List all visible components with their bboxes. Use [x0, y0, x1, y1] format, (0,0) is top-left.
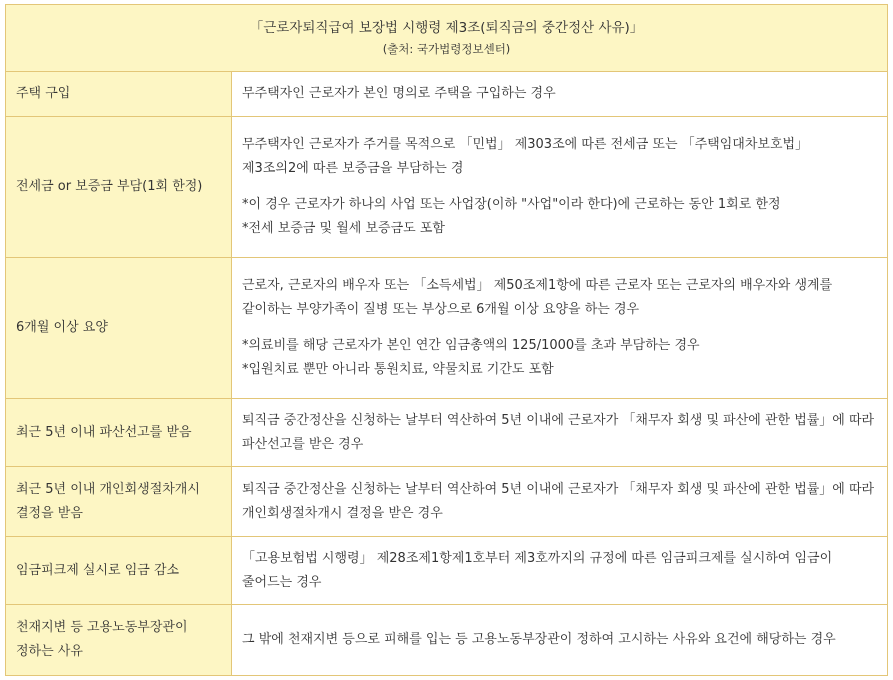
row-description-text: 「고용보험법 시행령」 제28조제1항제1호부터 제3호까지의 규정에 따른 임금피크제를 실시하여 임금이 줄어드는 경우: [242, 550, 833, 590]
row-label: 전세금 or 보증금 부담(1회 한정): [6, 117, 232, 258]
table-row: [6, 537, 888, 605]
row-label: 임금피크제 실시로 임금 감소: [6, 537, 232, 605]
row-description: [232, 537, 888, 605]
table-header-row: [6, 5, 888, 72]
row-note: *전세 보증금 및 월세 보증금도 포함: [242, 221, 445, 236]
table-row: [6, 258, 888, 399]
row-description: [232, 605, 888, 676]
row-description: [232, 467, 888, 537]
row-label: 6개월 이상 요양: [6, 258, 232, 399]
table-row: [6, 605, 888, 676]
row-note: *의료비를 해당 근로자가 본인 연간 임금총액의 125/1000를 초과 부담하는 경우: [242, 338, 700, 353]
settlement-reasons-table: [5, 4, 888, 676]
row-note: *입원치료 뿐만 아니라 통원치료, 약물치료 기간도 포함: [242, 362, 554, 377]
row-description-text: 퇴직금 중간정산을 신청하는 날부터 역산하여 5년 이내에 근로자가 「채무자 회생 및 파산에 관한 법률」에 따라 개인회생절차개시 결정을 받은 경우: [242, 481, 875, 521]
row-description-text: 근로자, 근로자의 배우자 또는 「소득세법」 제50조제1항에 따른 근로자 또는 근로자의 배우자와 생계를 같이하는 부양가족이 질병 또는 부상으로 6개월 이상 요양을 하는 경우: [242, 278, 833, 317]
row-description: [232, 117, 888, 258]
row-description-text: 무주택자인 근로자가 본인 명의로 주택을 구입하는 경우: [242, 86, 556, 101]
row-description: [232, 399, 888, 467]
table-source: (출처: 국가법령정보센터): [382, 42, 511, 56]
row-description: [232, 258, 888, 399]
table-row: [6, 399, 888, 467]
row-description-text: 무주택자인 근로자가 주거를 목적으로 「민법」 제303조에 따른 전세금 또는 「주택임대차보호법」 제3조의2에 따른 보증금을 부담하는 경: [242, 137, 809, 176]
table-title: 「근로자퇴직급여 보장법 시행령 제3조(퇴직금의 중간정산 사유)」: [249, 20, 644, 36]
row-label: 천재지변 등 고용노동부장관이 정하는 사유: [6, 605, 232, 676]
table-row: [6, 117, 888, 258]
row-label: 주택 구입: [6, 72, 232, 117]
row-label: 최근 5년 이내 파산선고를 받음: [6, 399, 232, 467]
row-description: [232, 72, 888, 117]
settlement-reasons-table-wrapper: [5, 4, 887, 676]
table-header-cell: [6, 5, 888, 72]
row-label: 최근 5년 이내 개인회생절차개시 결정을 받음: [6, 467, 232, 537]
row-description-text: 퇴직금 중간정산을 신청하는 날부터 역산하여 5년 이내에 근로자가 「채무자 회생 및 파산에 관한 법률」에 따라 파산선고를 받은 경우: [242, 412, 875, 452]
table-row: [6, 72, 888, 117]
row-description-text: 그 밖에 천재지변 등으로 피해를 입는 등 고용노동부장관이 정하여 고시하는 사유와 요건에 해당하는 경우: [242, 632, 836, 647]
row-note: *이 경우 근로자가 하나의 사업 또는 사업장(이하 "사업"이라 한다)에 근로하는 동안 1회로 한정: [242, 197, 781, 212]
table-row: [6, 467, 888, 537]
